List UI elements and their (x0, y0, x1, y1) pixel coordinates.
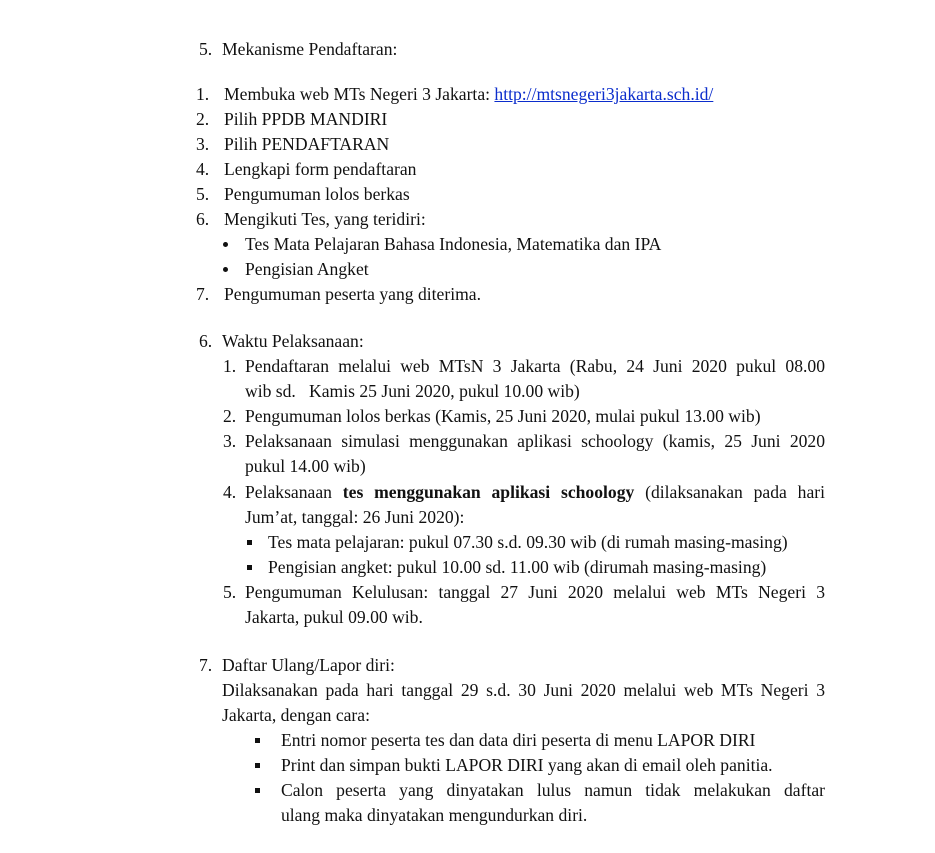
step-number: 2. (196, 109, 210, 129)
test-item: Pengisian Angket (245, 259, 369, 279)
section-intro: Jakarta, dengan cara: (222, 705, 370, 725)
step-text: Pengumuman lolos berkas (224, 184, 410, 204)
square-bullet-icon (255, 788, 260, 793)
lapor-item: Print dan simpan bukti LAPOR DIRI yang akan di email oleh panitia. (281, 755, 773, 775)
square-bullet-icon (255, 738, 260, 743)
section-number: 5. (199, 39, 213, 59)
lapor-item: Calon peserta yang dinyatakan lulus namun tidak melakukan daftar (281, 780, 825, 800)
section-heading: Daftar Ulang/Lapor diri: (222, 655, 395, 675)
schedule-text: pukul 14.00 wib) (245, 456, 366, 476)
section-number: 6. (199, 331, 213, 351)
schedule-text: wib sd. Kamis 25 Juni 2020, pukul 10.00 wib) (245, 381, 580, 401)
step-number: 6. (196, 209, 210, 229)
section-heading: Mekanisme Pendaftaran: (222, 39, 398, 59)
bullet-icon (223, 267, 228, 272)
step-text: Pengumuman peserta yang diterima. (224, 284, 481, 304)
schedule-text-pre: Pelaksanaan (245, 482, 343, 502)
schedule-text: Pengumuman Kelulusan: tanggal 27 Juni 2020 melalui web MTs Negeri 3 (245, 582, 825, 602)
step-text (224, 82, 713, 107)
schedule-text: Pengumuman lolos berkas (Kamis, 25 Juni 2020, mulai pukul 13.00 wib) (245, 406, 761, 426)
step-number: 4. (196, 159, 210, 179)
bullet-icon (223, 242, 228, 247)
schedule-number: 4. (223, 482, 237, 502)
section-intro: Dilaksanakan pada hari tanggal 29 s.d. 30 Juni 2020 melalui web MTs Negeri 3 (222, 680, 825, 700)
schedule-subitem: Tes mata pelajaran: pukul 07.30 s.d. 09.30 wib (di rumah masing-masing) (268, 532, 788, 552)
square-bullet-icon (247, 565, 252, 570)
schedule-text-bold: tes menggunakan aplikasi schoology (342, 482, 635, 502)
schedule-number: 2. (223, 406, 237, 426)
schedule-number: 3. (223, 431, 237, 451)
schedule-number: 1. (223, 356, 237, 376)
schedule-number: 5. (223, 582, 237, 602)
step-number: 5. (196, 184, 210, 204)
schedule-text: Jum’at, tanggal: 26 Juni 2020): (245, 507, 465, 527)
square-bullet-icon (255, 763, 260, 768)
schedule-text: Pendaftaran melalui web MTsN 3 Jakarta (Rabu, 24 Juni 2020 pukul 08.00 (245, 356, 825, 376)
step-number: 7. (196, 284, 210, 304)
lapor-item: Entri nomor peserta tes dan data diri peserta di menu LAPOR DIRI (281, 730, 756, 750)
schedule-text (245, 480, 825, 505)
step-text: Mengikuti Tes, yang teridiri: (224, 209, 426, 229)
schedule-text-post: (dilaksanakan pada hari (634, 482, 825, 502)
lapor-item: ulang maka dinyatakan mengundurkan diri. (281, 805, 588, 825)
square-bullet-icon (247, 540, 252, 545)
website-link[interactable]: http://mtsnegeri3jakarta.sch.id/ (494, 84, 714, 104)
section-number: 7. (199, 655, 213, 675)
step-number: 1. (196, 84, 210, 104)
section-heading: Waktu Pelaksanaan: (222, 331, 364, 351)
step-number: 3. (196, 134, 210, 154)
step-text: Pilih PPDB MANDIRI (224, 109, 388, 129)
step-text: Pilih PENDAFTARAN (224, 134, 390, 154)
test-item: Tes Mata Pelajaran Bahasa Indonesia, Matematika dan IPA (245, 234, 662, 254)
step-text: Lengkapi form pendaftaran (224, 159, 417, 179)
step-label: Membuka web MTs Negeri 3 Jakarta: (224, 84, 495, 104)
schedule-subitem: Pengisian angket: pukul 10.00 sd. 11.00 wib (dirumah masing-masing) (268, 557, 767, 577)
schedule-text: Jakarta, pukul 09.00 wib. (245, 607, 423, 627)
schedule-text: Pelaksanaan simulasi menggunakan aplikasi schoology (kamis, 25 Juni 2020 (245, 431, 825, 451)
